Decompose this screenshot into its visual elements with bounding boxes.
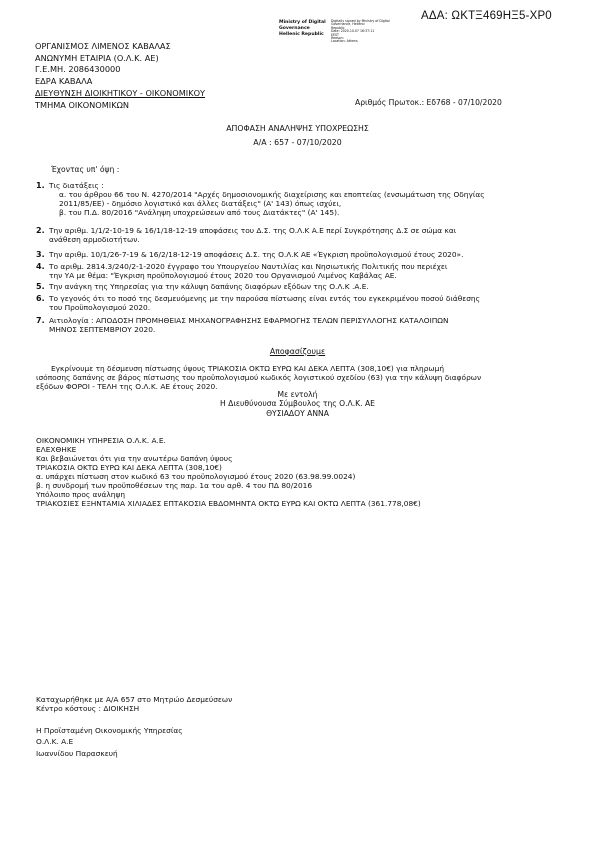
header-line: ΔΙΕΥΘΥΝΣΗ ΔΙΟΙΚΗΤΙΚΟΥ - ΟΙΚΟΝΟΜΙΚΟΥ xyxy=(35,87,206,98)
signoff-name: Ιωαννίδου Παρασκευή xyxy=(36,748,118,758)
finance-line: Και βεβαιώνεται ότι για την ανωτέρω δαπάνη ύψους xyxy=(36,454,233,464)
signature-detail: Republic xyxy=(331,25,345,30)
signature-detail: Location: Athens xyxy=(331,39,358,44)
signature-label: Hellenic Republic xyxy=(279,32,324,38)
finance-line: α. υπάρχει πίστωση στον κωδικό 63 του προϋπολογισμού έτους 2020 (63.98.99.0024) xyxy=(36,472,356,482)
item-line: Αιτιολογία : ΑΠΟΔΟΣΗ ΠΡΟΜΗΘΕΙΑΣ ΜΗΧΑΝΟΓΡΑΦΗΣΗΣ ΕΦΑΡΜΟΓΗΣ ΤΕΛΩΝ ΠΕΡΙΣΥΛΛΟΓΗΣ ΚΑΤΑΛΟΙΠΩΝ xyxy=(49,316,449,325)
item-line: β. του Π.Δ. 80/2016 "Ανάληψη υποχρεώσεων από τους Διατάκτες" (Α' 145). xyxy=(59,208,340,218)
protocol-number: Αριθμός Πρωτοκ.: Εδ768 - 07/10/2020 xyxy=(355,98,502,107)
item-number: 6. xyxy=(36,294,45,303)
finance-line: β. η συνδρομή των προϋποθέσεων της παρ. 1α του αρθ. 4 του ΠΔ 80/2016 xyxy=(36,481,313,491)
signature-detail: Reason: xyxy=(331,36,344,41)
item-line: Το γεγονός ότι το ποσό της δεσμευόμενης με την παρούσα πίστωσης είναι εντός του εγκεκριμένου ποσού διάθεσης xyxy=(49,294,480,303)
finance-line: ΕΛΕΧΘΗΚΕ xyxy=(36,445,77,455)
item-line: Τις διατάξεις : xyxy=(49,181,104,190)
item-line: ανάθεση αρμοδιοτήτων. xyxy=(49,235,140,245)
item-line: Την αριθμ. 10/1/26-7-19 & 16/2/18-12-19 αποφάσεις Δ.Σ. της Ο.Λ.Κ ΑΕ «Έγκριση προϋπολογισμού έτους 2020». xyxy=(49,250,464,259)
registry-line: Κέντρο κόστους : ΔΙΟΙΚΗΣΗ xyxy=(36,704,140,714)
item-line: 2011/85/ΕΕ) - δημόσιο λογιστικό και άλλες διατάξεις" (Α' 143) όπως ισχύει, xyxy=(59,199,342,209)
item-line: Την αριθμ. 1/1/2-10-19 & 16/1/18-12-19 αποφάσεις του Δ.Σ. της Ο.Λ.Κ Α.Ε περί Συγκρότησης Δ.Σ σε σώμα και xyxy=(49,226,457,235)
document-title: ΑΠΟΦΑΣΗ ΑΝΑΛΗΨΗΣ ΥΠΟΧΡΕΩΣΗΣ xyxy=(226,124,369,133)
header-line: ΟΡΓΑΝΙΣΜΟΣ ΛΙΜΕΝΟΣ ΚΑΒΑΛΑΣ xyxy=(35,41,171,51)
decide-heading: Αποφασίζουμε xyxy=(269,347,326,356)
order-line: Με εντολή xyxy=(277,390,318,399)
item-line: Το αριθμ. 2814.3/240/2-1-2020 έγγραφο του Υπουργείου Ναυτιλίας και Νησιωτικής Πολιτικής που περιέχει xyxy=(49,262,448,271)
item-number: 3. xyxy=(36,250,45,259)
item-number: 7. xyxy=(36,316,45,325)
decision-paragraph xyxy=(36,364,555,392)
signature-detail: EEST xyxy=(331,32,339,37)
item-line: α. του άρθρου 66 του Ν. 4270/2014 "Αρχές δημοσιονομικής διαχείρισης και εποπτείας (ενσωμάτωση της Οδηγίας xyxy=(59,190,485,200)
signoff-line: Η Προϊσταμένη Οικονομικής Υπηρεσίας xyxy=(36,726,183,735)
having-regard-heading: Έχοντας υπ' όψη : xyxy=(51,165,120,174)
item-number: 2. xyxy=(36,226,45,235)
signature-detail: Date: 2020.10.07 16:37:11 xyxy=(331,29,375,34)
registry-line: Καταχωρήθηκε με Α/Α 657 στο Μητρώο Δεσμεύσεων xyxy=(36,695,233,704)
signature-detail: Governance, Hellenic xyxy=(331,22,366,27)
item-line: Την ανάγκη της Υπηρεσίας για την κάλυψη δαπάνης διαφόρων εξόδων της Ο.Λ.Κ .Α.Ε. xyxy=(49,282,369,291)
item-line: την ΥΑ με θέμα: "Έγκριση προϋπολογισμού έτους 2020 του Οργανισμού Λιμένος Καβάλας ΑΕ. xyxy=(49,271,397,281)
registry-block xyxy=(36,695,232,713)
paragraph-line: ισόποσης δαπάνης σε βάρος πίστωσης του προϋπολογισμού κωδικός λογιστικού σχεδίου (63) για την κάλυψη διαφόρων xyxy=(36,373,482,383)
finance-line: ΤΡΙΑΚΟΣΙΕΣ ΕΞΗΝΤΑΜΙΑ ΧΙΛΙΑΔΕΣ ΕΠΤΑΚΟΣΙΑ ΕΒΔΟΜΗΝΤΑ ΟΚΤΩ ΕΥΡΩ ΚΑΙ ΟΚΤΩ ΛΕΠΤΑ (361.778,08€) xyxy=(36,499,421,509)
header-line: ΑΝΩΝΥΜΗ ΕΤΑΙΡΙΑ (Ο.Λ.Κ. ΑΕ) xyxy=(35,52,159,63)
signoff-block xyxy=(36,725,183,759)
item-line: του Προϋπολογισμού 2020. xyxy=(49,303,151,313)
item-number: 5. xyxy=(36,282,45,291)
signature-label: Ministry of Digital xyxy=(279,20,326,25)
paragraph-line: εξόδων ΦΟΡΟΙ - ΤΕΛΗ της Ο.Λ.Κ. ΑΕ έτους 2020. xyxy=(36,382,218,392)
organization-header xyxy=(35,41,205,111)
item-line: ΜΗΝΟΣ ΣΕΠΤΕΜΒΡΙΟΥ 2020. xyxy=(49,325,156,335)
header-line: ΕΔΡΑ ΚΑΒΑΛΑ xyxy=(35,76,93,87)
finance-service-block xyxy=(36,436,421,508)
signoff-line: Ο.Λ.Κ. Α.Ε xyxy=(36,737,74,747)
finance-line: ΤΡΙΑΚΟΣΙΑ ΟΚΤΩ ΕΥΡΩ ΚΑΙ ΔΕΚΑ ΛΕΠΤΑ (308,10€) xyxy=(36,463,222,473)
finance-line: ΟΙΚΟΝΟΜΙΚΗ ΥΠΗΡΕΣΙΑ Ο.Λ.Κ. Α.Ε. xyxy=(36,436,166,445)
finance-line: Υπόλοιπο προς ανάληψη xyxy=(36,490,126,500)
digital-signature-block xyxy=(279,20,401,44)
order-block xyxy=(0,390,595,418)
signature-label: Governance xyxy=(279,26,310,32)
paragraph-line: Εγκρίνουμε τη δέσμευση πίστωσης ύψους ΤΡΙΑΚΟΣΙΑ ΟΚΤΩ ΕΥΡΩ ΚΑΙ ΔΕΚΑ ΛΕΠΤΑ (308,10€) για πληρωμή xyxy=(51,364,444,373)
ada-code: ΑΔΑ: ΩΚΤΞ469ΗΞ5-ΧΡ0 xyxy=(421,10,552,22)
header-line: ΤΜΗΜΑ ΟΙΚΟΝΟΜΙΚΩΝ xyxy=(35,99,129,110)
header-line: Γ.Ε.ΜΗ. 2086430000 xyxy=(35,64,121,75)
item-number: 1. xyxy=(36,181,45,190)
signatory-name: ΘΥΣΙΑΔΟΥ ΑΝΝΑ xyxy=(266,408,329,418)
signature-detail: Digitally signed by Ministry of Digital xyxy=(331,19,390,23)
order-line: Η Διευθύνουσα Σύμβουλος της Ο.Λ.Κ. ΑΕ xyxy=(220,399,375,409)
decision-number: Α/Α : 657 - 07/10/2020 xyxy=(253,138,342,147)
item-number: 4. xyxy=(36,262,45,271)
